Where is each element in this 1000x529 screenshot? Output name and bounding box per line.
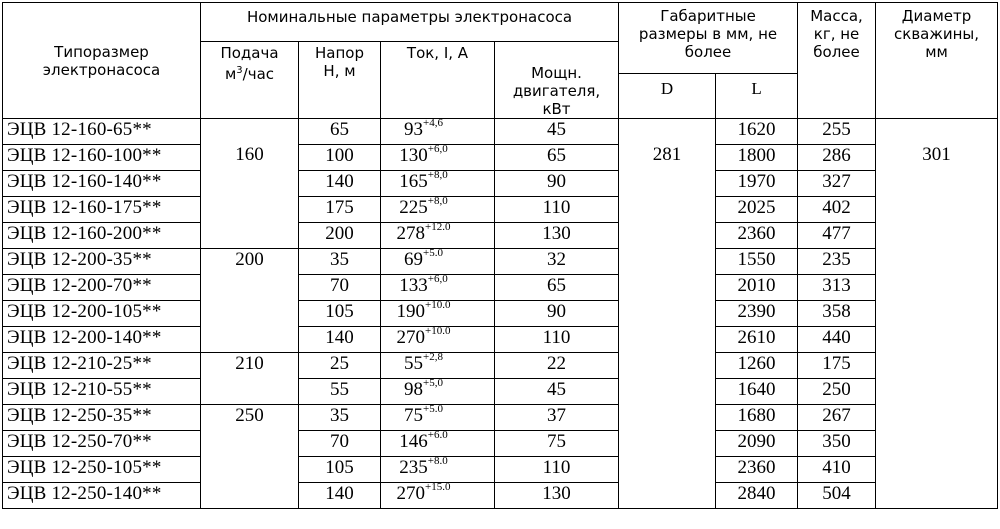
power-cell: 45 bbox=[495, 119, 619, 145]
current-value: $270^{+15.0}$ bbox=[396, 482, 451, 504]
table-row bbox=[3, 483, 998, 509]
model-cell: ЭЦВ 12-160-140** bbox=[3, 171, 201, 197]
mass-cell: 255 bbox=[798, 119, 876, 145]
power-cell: 130 bbox=[495, 223, 619, 249]
well-diameter-cell: 301 bbox=[876, 119, 998, 509]
model-cell: ЭЦВ 12-160-200** bbox=[3, 223, 201, 249]
current-cell bbox=[381, 457, 495, 483]
model-cell: ЭЦВ 12-250-70** bbox=[3, 431, 201, 457]
flow-cell: 160 bbox=[201, 119, 299, 249]
current-tolerance: +5,0 bbox=[423, 378, 443, 389]
mass-cell: 286 bbox=[798, 145, 876, 171]
power-cell: 110 bbox=[495, 457, 619, 483]
current-tolerance: +10.0 bbox=[425, 326, 451, 337]
head-cell: 105 bbox=[299, 457, 381, 483]
dim-l-cell: 1970 bbox=[716, 171, 798, 197]
current-tolerance: +15.0 bbox=[425, 482, 451, 493]
dim-l-cell: 2025 bbox=[716, 197, 798, 223]
current-cell bbox=[381, 327, 495, 353]
header-head: Напор Н, м bbox=[299, 42, 381, 119]
current-tolerance: +6,0 bbox=[427, 274, 448, 285]
current-value: $278^{+12.0}$ bbox=[396, 222, 451, 244]
current-cell bbox=[381, 379, 495, 405]
current-cell bbox=[381, 197, 495, 223]
current-tolerance: +8,0 bbox=[427, 196, 448, 207]
power-cell: 65 bbox=[495, 145, 619, 171]
model-cell: ЭЦВ 12-160-65** bbox=[3, 119, 201, 145]
mass-cell: 402 bbox=[798, 197, 876, 223]
model-cell: ЭЦВ 12-250-35** bbox=[3, 405, 201, 431]
table-row bbox=[3, 431, 998, 457]
head-cell: 100 bbox=[299, 145, 381, 171]
dim-l-cell: 2360 bbox=[716, 457, 798, 483]
head-cell: 25 bbox=[299, 353, 381, 379]
mass-cell: 175 bbox=[798, 353, 876, 379]
current-cell bbox=[381, 249, 495, 275]
current-value: $133^{+6,0}$ bbox=[399, 274, 448, 296]
power-cell: 22 bbox=[495, 353, 619, 379]
mass-cell: 440 bbox=[798, 327, 876, 353]
dim-d-cell: 281 bbox=[619, 119, 716, 509]
table-row bbox=[3, 171, 998, 197]
current-tolerance: +6,0 bbox=[427, 144, 448, 155]
dim-l-cell: 2390 bbox=[716, 301, 798, 327]
mass-cell: 327 bbox=[798, 171, 876, 197]
current-value: $165^{+8,0}$ bbox=[399, 170, 448, 192]
current-cell bbox=[381, 119, 495, 145]
model-cell: ЭЦВ 12-200-70** bbox=[3, 275, 201, 301]
current-value: $93^{+4,6}$ bbox=[404, 118, 443, 140]
dim-l-cell: 1550 bbox=[716, 249, 798, 275]
current-tolerance: +8.0 bbox=[427, 456, 448, 467]
mass-cell: 313 bbox=[798, 275, 876, 301]
current-cell bbox=[381, 171, 495, 197]
head-cell: 140 bbox=[299, 171, 381, 197]
head-cell: 35 bbox=[299, 405, 381, 431]
dim-l-cell: 2010 bbox=[716, 275, 798, 301]
table-row bbox=[3, 353, 998, 379]
power-cell: 32 bbox=[495, 249, 619, 275]
head-cell: 105 bbox=[299, 301, 381, 327]
current-cell bbox=[381, 483, 495, 509]
flow-cell: 200 bbox=[201, 249, 299, 353]
flow-cell: 210 bbox=[201, 353, 299, 405]
model-cell: ЭЦВ 12-200-105** bbox=[3, 301, 201, 327]
current-value: $146^{+6.0}$ bbox=[399, 430, 448, 452]
table-row bbox=[3, 249, 998, 275]
power-cell: 65 bbox=[495, 275, 619, 301]
current-value: $130^{+6,0}$ bbox=[399, 144, 448, 166]
current-tolerance: +5.0 bbox=[423, 248, 443, 259]
current-value: $190^{+10.0}$ bbox=[396, 300, 451, 322]
current-tolerance: +6.0 bbox=[427, 430, 448, 441]
current-tolerance: +4,6 bbox=[423, 118, 443, 129]
current-tolerance: +2,8 bbox=[423, 352, 443, 363]
current-tolerance: +12.0 bbox=[425, 222, 451, 233]
power-cell: 37 bbox=[495, 405, 619, 431]
model-cell: ЭЦВ 12-250-140** bbox=[3, 483, 201, 509]
current-tolerance: +10.0 bbox=[425, 300, 451, 311]
current-cell bbox=[381, 223, 495, 249]
power-cell: 75 bbox=[495, 431, 619, 457]
dim-l-cell: 2610 bbox=[716, 327, 798, 353]
table-row bbox=[3, 275, 998, 301]
dim-l-cell: 1800 bbox=[716, 145, 798, 171]
current-tolerance: +5.0 bbox=[423, 404, 443, 415]
current-cell bbox=[381, 353, 495, 379]
current-value: $75^{+5.0}$ bbox=[404, 404, 443, 426]
model-cell: ЭЦВ 12-200-140** bbox=[3, 327, 201, 353]
dim-l-cell: 2360 bbox=[716, 223, 798, 249]
head-cell: 140 bbox=[299, 327, 381, 353]
head-cell: 35 bbox=[299, 249, 381, 275]
dim-l-cell: 2840 bbox=[716, 483, 798, 509]
header-dimensions: Габаритные размеры в мм, не более bbox=[619, 3, 798, 74]
model-cell: ЭЦВ 12-160-100** bbox=[3, 145, 201, 171]
pump-spec-table bbox=[2, 2, 998, 509]
head-cell: 140 bbox=[299, 483, 381, 509]
head-cell: 70 bbox=[299, 275, 381, 301]
header-nominal-params: Номинальные параметры электронасоса bbox=[201, 3, 619, 42]
table-row bbox=[3, 327, 998, 353]
mass-cell: 235 bbox=[798, 249, 876, 275]
current-value: $270^{+10.0}$ bbox=[396, 326, 451, 348]
head-cell: 200 bbox=[299, 223, 381, 249]
mass-cell: 504 bbox=[798, 483, 876, 509]
header-current: Ток, I, А bbox=[381, 42, 495, 119]
power-cell: 110 bbox=[495, 327, 619, 353]
current-cell bbox=[381, 431, 495, 457]
header-model: Типоразмер электронасоса bbox=[3, 3, 201, 119]
power-cell: 110 bbox=[495, 197, 619, 223]
mass-cell: 267 bbox=[798, 405, 876, 431]
table-row bbox=[3, 379, 998, 405]
current-tolerance: +8,0 bbox=[427, 170, 448, 181]
power-cell: 90 bbox=[495, 171, 619, 197]
model-cell: ЭЦВ 12-210-25** bbox=[3, 353, 201, 379]
power-cell: 130 bbox=[495, 483, 619, 509]
mass-cell: 410 bbox=[798, 457, 876, 483]
header-power: Мощн. двигателя, кВт bbox=[495, 42, 619, 119]
table-row bbox=[3, 197, 998, 223]
header-flow: Подача $м^3$/час bbox=[201, 42, 299, 119]
head-cell: 65 bbox=[299, 119, 381, 145]
model-cell: ЭЦВ 12-160-175** bbox=[3, 197, 201, 223]
mass-cell: 477 bbox=[798, 223, 876, 249]
dim-l-cell: 1640 bbox=[716, 379, 798, 405]
current-value: $69^{+5.0}$ bbox=[404, 248, 443, 270]
power-cell: 90 bbox=[495, 301, 619, 327]
header-dim-l: L bbox=[716, 73, 798, 118]
head-cell: 175 bbox=[299, 197, 381, 223]
model-cell: ЭЦВ 12-250-105** bbox=[3, 457, 201, 483]
mass-cell: 250 bbox=[798, 379, 876, 405]
table-row bbox=[3, 145, 998, 171]
current-cell bbox=[381, 301, 495, 327]
current-value: $235^{+8.0}$ bbox=[399, 456, 448, 478]
table-row bbox=[3, 457, 998, 483]
current-value: $98^{+5,0}$ bbox=[404, 378, 443, 400]
model-cell: ЭЦВ 12-200-35** bbox=[3, 249, 201, 275]
table-row bbox=[3, 223, 998, 249]
mass-cell: 350 bbox=[798, 431, 876, 457]
head-cell: 55 bbox=[299, 379, 381, 405]
dim-l-cell: 1620 bbox=[716, 119, 798, 145]
current-value: $55^{+2,8}$ bbox=[404, 352, 443, 374]
header-well-diameter: Диаметр скважины, мм bbox=[876, 3, 998, 119]
head-cell: 70 bbox=[299, 431, 381, 457]
table-row bbox=[3, 119, 998, 145]
current-cell bbox=[381, 405, 495, 431]
mass-cell: 358 bbox=[798, 301, 876, 327]
model-cell: ЭЦВ 12-210-55** bbox=[3, 379, 201, 405]
current-cell bbox=[381, 145, 495, 171]
dim-l-cell: 1680 bbox=[716, 405, 798, 431]
power-cell: 45 bbox=[495, 379, 619, 405]
dim-l-cell: 1260 bbox=[716, 353, 798, 379]
flow-cell: 250 bbox=[201, 405, 299, 509]
current-cell bbox=[381, 275, 495, 301]
header-dim-d: D bbox=[619, 73, 716, 118]
header-mass: Масса, кг, не более bbox=[798, 3, 876, 119]
table-row bbox=[3, 301, 998, 327]
dim-l-cell: 2090 bbox=[716, 431, 798, 457]
table-row bbox=[3, 405, 998, 431]
current-value: $225^{+8,0}$ bbox=[399, 196, 448, 218]
